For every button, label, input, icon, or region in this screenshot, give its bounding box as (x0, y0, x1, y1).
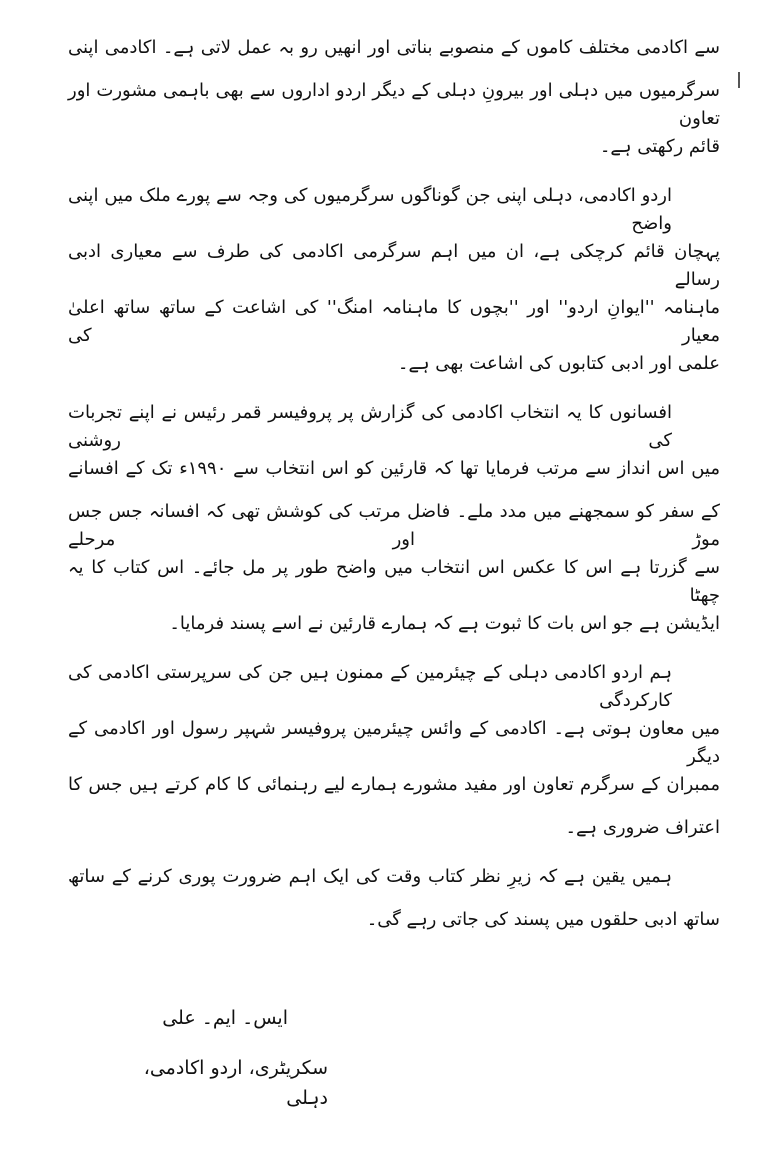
text-line: افسانوں کا یہ انتخاب اکادمی کی گزارش پر پروفیسر قمر رئیس نے اپنے تجربات کی روشنی (68, 402, 672, 451)
signature-title: سکریٹری، اردو اکادمی، دہلی (143, 1057, 328, 1109)
text-line: سرگرمیوں میں دہلی اور بیرونِ دہلی کے دیگر اردو اداروں سے بھی باہمی مشورت اور تعاون (68, 80, 720, 129)
text-line: ماہنامہ ''ایوانِ اردو'' اور ''بچوں کا ماہنامہ امنگ'' کی اشاعت کے ساتھ ساتھ اعلیٰ معیار کی (68, 297, 720, 346)
signature-name: ایس۔ ایم۔ علی (162, 1007, 288, 1029)
text-line: ہمیں یقین ہے کہ زیرِ نظر کتاب وقت کی ایک اہم ضرورت پوری کرنے کے ساتھ (68, 866, 672, 887)
text-line: میں معاون ہوتی ہے۔ اکادمی کے وائس چیئرمین پروفیسر شہپر رسول اور اکادمی کے دیگر (68, 718, 720, 767)
text-line: ساتھ ادبی حلقوں میں پسند کی جاتی رہے گی۔ (366, 909, 720, 930)
text-line: اعتراف ضروری ہے۔ (565, 817, 720, 838)
scan-mark (738, 72, 740, 88)
text-line: علمی اور ادبی کتابوں کی اشاعت بھی ہے۔ (397, 353, 720, 374)
paragraph (68, 399, 720, 659)
paragraph (68, 182, 720, 399)
paragraph (68, 659, 720, 863)
signature-block (108, 1003, 328, 1113)
text-line: کے سفر کو سمجھنے میں مدد ملے۔ فاضل مرتب کی کوشش تھی کہ افسانہ جس جس موڑ اور مرحلے (68, 501, 720, 550)
text-line: قائم رکھتی ہے۔ (599, 136, 720, 157)
text-line: ممبران کے سرگرم تعاون اور مفید مشورے ہمارے لیے رہنمائی کا کام کرتے ہیں جس کا (68, 774, 720, 795)
text-line: ایڈیشن ہے جو اس بات کا ثبوت ہے کہ ہمارے قارئین نے اسے پسند فرمایا۔ (169, 613, 720, 634)
text-line: سے گزرتا ہے اس کا عکس اس انتخاب میں واضح طور پر مل جائے۔ اس کتاب کا یہ چھٹا (68, 557, 720, 606)
text-line: سے اکادمی مختلف کاموں کے منصوبے بناتی اور انھیں رو بہ عمل لاتی ہے۔ اکادمی اپنی (68, 37, 720, 58)
text-line: پہچان قائم کرچکی ہے، ان میں اہم سرگرمی اکادمی کی طرف سے معیاری ادبی رسالے (68, 241, 720, 290)
text-line: اردو اکادمی، دہلی اپنی جن گوناگوں سرگرمیوں کی وجہ سے پورے ملک میں اپنی واضح (68, 185, 672, 234)
text-line: ہم اردو اکادمی دہلی کے چیئرمین کے ممنون ہیں جن کی سرپرستی اکادمی کی کارکردگی (68, 662, 672, 711)
text-line: میں اس انداز سے مرتب فرمایا تھا کہ قارئین کو اس انتخاب سے ۱۹۹۰ء تک کے افسانے (68, 458, 720, 479)
paragraph (68, 34, 720, 182)
paragraph (68, 863, 720, 955)
